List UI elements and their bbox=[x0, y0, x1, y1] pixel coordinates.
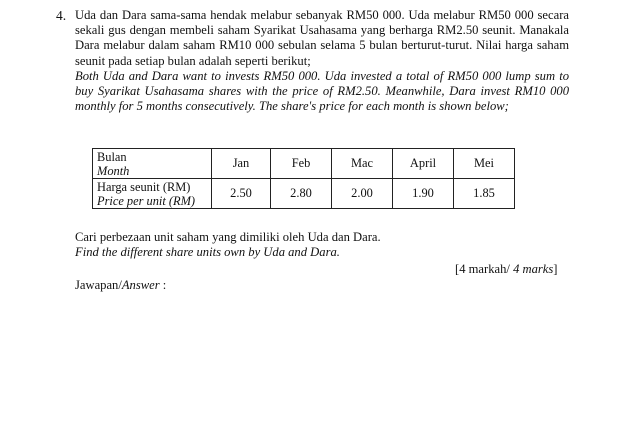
question-text-malay: Uda dan Dara sama-sama hendak melabur sebanyak RM50 000. Uda melabur RM50 000 secara sekali gus dengan membeli saham Syarikat Usahasama yang berharga RM2.50 seunit. Manakala Dara melabur dalam saham RM10 000 sebulan selama 5 bulan berturut-turut. Nilai harga saham seunit pada setiap bulan adalah seperti berikut; bbox=[75, 8, 569, 68]
marks-close: ] bbox=[553, 262, 558, 276]
answer-label-english: Answer bbox=[121, 278, 160, 292]
price-cell: 1.90 bbox=[393, 179, 454, 209]
month-cell: April bbox=[393, 149, 454, 179]
table-row-month bbox=[93, 149, 515, 179]
label-price-malay: Harga seunit (RM) bbox=[97, 179, 191, 194]
label-price-english: Price per unit (RM) bbox=[97, 193, 196, 208]
answer-label bbox=[75, 278, 166, 293]
question-text-english: Both Uda and Dara want to invests RM50 000. Uda invested a total of RM50 000 lump sum to buy Syarikat Usahasama shares with the price of RM2.50. Meanwhile, Dara invest RM10 000 monthly for 5 months consecutively. The share's price for each month is shown below; bbox=[75, 69, 569, 114]
share-price-table bbox=[92, 148, 515, 209]
price-cell: 1.85 bbox=[454, 179, 515, 209]
price-cell: 2.00 bbox=[332, 179, 393, 209]
month-cell: Mei bbox=[454, 149, 515, 179]
task-text-malay: Cari perbezaan unit saham yang dimiliki oleh Uda dan Dara. bbox=[75, 230, 381, 244]
price-cell: 2.50 bbox=[212, 179, 271, 209]
answer-suffix: : bbox=[159, 278, 167, 292]
task-instruction bbox=[75, 230, 381, 260]
table-header-price bbox=[93, 179, 212, 209]
marks-english: 4 marks bbox=[513, 262, 554, 276]
table-row-price bbox=[93, 179, 515, 209]
label-month-english: Month bbox=[97, 163, 130, 178]
task-text-english: Find the different share units own by Uda and Dara. bbox=[75, 245, 340, 260]
answer-label-malay: Jawapan/ bbox=[75, 278, 122, 292]
marks-label bbox=[455, 262, 558, 277]
label-month-malay: Bulan bbox=[97, 149, 127, 164]
month-cell: Mac bbox=[332, 149, 393, 179]
table-header-month bbox=[93, 149, 212, 179]
price-cell: 2.80 bbox=[271, 179, 332, 209]
marks-open: [4 markah/ bbox=[455, 262, 514, 276]
question-number: 4. bbox=[56, 8, 67, 23]
month-cell: Jan bbox=[212, 149, 271, 179]
month-cell: Feb bbox=[271, 149, 332, 179]
